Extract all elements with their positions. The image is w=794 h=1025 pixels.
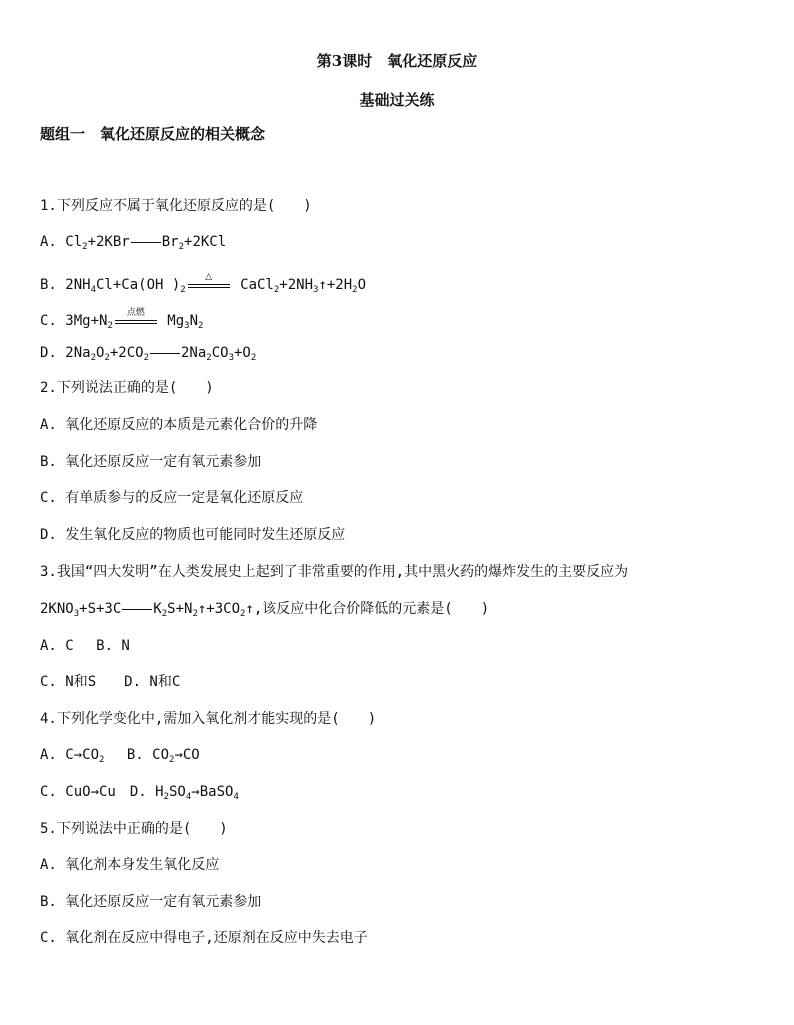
q4-options-ab: A. $C\to CO_2$ B. $CO_2\to CO$ (40, 747, 200, 765)
q2-option-c: C. 有单质参与的反应一定是氧化还原反应 (40, 490, 304, 506)
q1-option-d: D. $2Na_2O_2+2CO_2$ $2Na_2CO_3+O_2$ (40, 345, 257, 363)
q1-stem: 1.下列反应不属于氧化还原反应的是( ) (40, 198, 312, 214)
equals-sign (131, 242, 161, 243)
q3-options-cd: C. N和S D. N和C (40, 674, 181, 690)
q5-option-b: B. 氧化还原反应一定有氧元素参加 (40, 894, 262, 910)
q5-option-a: A. 氧化剂本身发生氧化反应 (40, 857, 220, 873)
equals-sign (122, 609, 152, 610)
section-title: 题组一 氧化还原反应的相关概念 (40, 125, 266, 143)
q3-options-ab: A. C B. N (40, 638, 130, 654)
q1-option-c: C. $3Mg+N_2$ 点燃 $Mg_3N_2$ (40, 308, 204, 331)
q3-stem: 3.我国“四大发明”在人类发展史上起到了非常重要的作用,其中黑火药的爆炸发生的主要反应为 (40, 564, 629, 580)
equals-sign (150, 353, 180, 354)
exercise-subtitle: 基础过关练 (359, 91, 435, 109)
q5-option-c: C. 氧化剂在反应中得电子,还原剂在反应中失去电子 (40, 930, 368, 946)
q1-option-a: A. $Cl_2+2KBr$ $Br_2+2KCl$ (40, 234, 227, 252)
q4-stem: 4.下列化学变化中,需加入氧化剂才能实现的是( ) (40, 711, 377, 727)
q5-stem: 5.下列说法中正确的是( ) (40, 821, 228, 837)
q2-option-d: D. 发生氧化反应的物质也可能同时发生还原反应 (40, 527, 346, 543)
ignition-equals-sign: 点燃 (113, 312, 159, 330)
q2-stem: 2.下列说法正确的是( ) (40, 380, 214, 396)
lesson-title: 第3课时 氧化还原反应 (316, 52, 478, 70)
heating-equals-sign: △ (186, 276, 232, 294)
q2-option-a: A. 氧化还原反应的本质是元素化合价的升降 (40, 417, 318, 433)
q4-options-cd: C. CuO→Cu D. $H_2SO_4\to BaSO_4$ (40, 784, 239, 802)
q2-option-b: B. 氧化还原反应一定有氧元素参加 (40, 454, 262, 470)
q3-equation: $2KNO_3+S+3C$ $K_2S+N_2↑+3CO_2↑$,该反应中化合价降低的元素是( ) (40, 601, 490, 619)
q1-option-b: B. $2NH_4Cl+Ca(OH$ )$_2$ △ $CaCl_2+2NH_3↑+2H_2O$ (40, 272, 367, 295)
